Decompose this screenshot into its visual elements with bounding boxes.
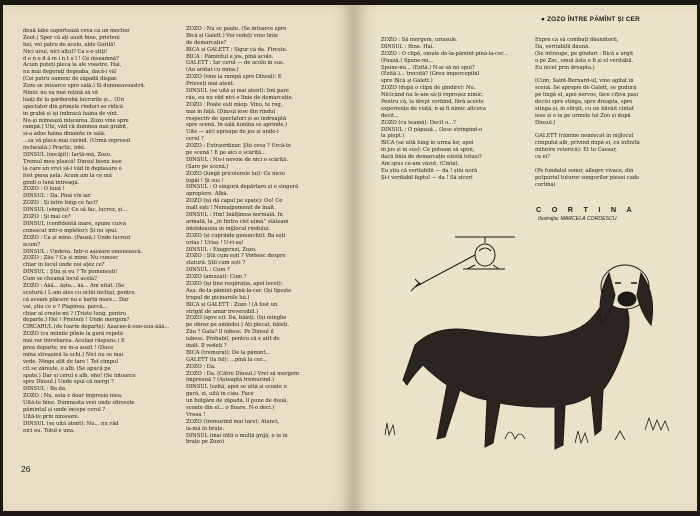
text-line: Uită-te prin ninsoare.	[23, 413, 80, 420]
text-line: statură. Știi cum ești ?	[186, 260, 245, 267]
text-line: Nimic nu va mai rețină să vă	[23, 90, 98, 97]
text-line: spre Dînsul.) Unde spui că mergi ?	[23, 379, 114, 386]
text-line: stînga și, în sfîrșit, cu un hăvăit cîntat	[535, 105, 634, 112]
text-line: fost piesa asta. Acum am la ce mă	[23, 172, 112, 179]
text-line: rău, eu nu văd nici o linie de demarcație.	[186, 94, 294, 101]
text-line: respectiv de spectatori și se îndreaptă	[186, 115, 287, 122]
text-line: Acum puteți pleca la ale voastre. Hai,	[23, 62, 122, 69]
text-line: ZOZO (lungă pricolerele lui): Ce nicio	[186, 170, 285, 177]
text-line: acum?	[23, 241, 40, 248]
text-line	[535, 71, 685, 78]
text-line: potpuriul tuturor songurilor piesei cade	[535, 174, 640, 181]
text-line: DINSUL (necăjit): Iartă-mă, Zozo.	[23, 152, 112, 159]
text-line: Asa: de-la-pămînt-pînă-la-cer. (Își lipește	[186, 287, 292, 294]
text-line: BICĂ și GALETT : Sigur că da. Firește.	[186, 46, 288, 53]
right-page	[353, 5, 697, 511]
text-line: ZOZO (cu mîinile pîlnie la gură repetă	[23, 331, 123, 338]
text-line: împreună ? (Așteaptă tremurind.)	[186, 377, 274, 384]
grass-illustration	[385, 418, 669, 443]
text-line: în jos și în sus): Ce poteam să spun,	[381, 147, 475, 154]
text-line: hei, voi patru de acolo, alde Gorilă!	[23, 41, 116, 48]
text-line: ZOZO : Nu, asta e doar impresia mea.	[23, 393, 123, 400]
text-line: uriaș ! Uriaș ! U-ri-aș!	[186, 239, 244, 246]
text-line: departe.) Hei ! Prieteni ! Unde mergem?	[23, 317, 130, 324]
text-line: DINSUL (se uită atent): Nu... nu văd	[23, 420, 119, 427]
text-line: DINSUL (confidentă mare, spune cuiva	[23, 220, 126, 227]
text-line: Pentru că, la drept vorbind, fără aceste	[381, 99, 484, 106]
text-line: cîmpului alb, privind după ei, cu infinită	[535, 140, 640, 147]
text-line: vede. Ninge atît de tare ! Tot cîmpul	[23, 358, 119, 365]
text-line: Eu știu că veritabilii — da ! știu noră	[381, 167, 478, 174]
text-line: DINSUL : Cum ?	[186, 267, 230, 274]
text-line: strigăt de amar ireversibil.)	[186, 308, 259, 315]
text-line: luați de la garderobă lucrurile și... (Un	[23, 96, 124, 103]
text-column-1	[23, 28, 173, 435]
text-line: scoate din el... o floare. N-o deci.)	[186, 404, 275, 411]
text-line: ZOZO : Poate ești miop. Vino, te rog,	[186, 101, 283, 108]
text-line: Nu-și mimează mișcarea. Zozo vine spre	[23, 117, 129, 124]
text-line: o pe Zoc, omul ăsta o fi și el veritabil.	[535, 57, 634, 64]
text-line: DINSUL : Bine. Hai.	[381, 43, 434, 50]
text-line: un bulgăre de zăpadă, îl pune de două,	[186, 398, 288, 405]
text-line: pe lîngă el, apoi nervos, face cîțiva pași	[535, 92, 639, 99]
text-line: ZOZO : Și între timp ce faci?	[23, 200, 98, 207]
text-line: rampă.) Ute, văd că dumnea mai grabit,	[23, 124, 128, 131]
text-line: spate.) Dar și cerul e alb, oho! (Se întoarce	[23, 372, 136, 379]
text-line: ZOZO : Să mergem, uriașule.	[381, 37, 458, 43]
text-line: Am spus ce-am văzut. (Cîntă).	[381, 161, 460, 168]
text-line: mîna streașină la ochi.) Nici nu se mai	[23, 351, 124, 358]
text-line: trupul de picioarele lui.)	[186, 294, 250, 301]
text-line: iubesc. Probabil, pentru că e atît de	[186, 336, 280, 343]
text-line: DINSUL : Undeva. Într-o așezare omenească.	[23, 248, 143, 255]
text-line: DINSUL : Exagerezi, Zozo.	[186, 246, 257, 253]
text-line: ZOZO : Și mai ce?	[23, 214, 71, 221]
text-line: Dînsul.)	[535, 119, 556, 126]
running-head-title: ZOZO ÎNTRE PĂMÎNT ȘI CER	[547, 16, 640, 23]
text-line: ZOZO (își dă capul pe spate): Oo! Ce	[186, 198, 283, 205]
text-line: mai în față. (Dinsul iese din rîndul	[186, 108, 276, 115]
text-line: DINSUL : Da. Pînă vin iar.	[23, 193, 92, 200]
text-line: chiar în locul unde noi ațez ce?	[23, 262, 105, 269]
text-line: chiar ai crește-mi ? (Triste lung. pentru	[23, 310, 127, 317]
text-line: GALETT (rămîne nemișcat în mijlocul	[535, 133, 634, 140]
dog-figure	[403, 265, 653, 449]
text-line: BICĂ (se uită lung în urma lor, apoi	[381, 140, 474, 147]
text-line: (Au arătat cu mîna.)	[186, 67, 239, 74]
text-line: Zău ? Gata? Îl îubesc. Pe Dînsul îl	[186, 329, 274, 336]
text-line: înalt ești ! Nemaipomenit de înalt.	[186, 205, 276, 212]
text-line: ...sa vă place mai curînd. (Urmă reprosul	[23, 138, 131, 145]
text-line: cortina)	[535, 181, 556, 188]
text-line: ZOZO : Ca și mine. (Pauză.) Unde lucrezi	[23, 234, 131, 241]
text-line: cerul ?	[186, 136, 204, 143]
text-line: două labe suportează ceva ca un mecher	[23, 28, 130, 34]
text-line: ZOZO : O clipă, omule de-la-pămînt-pînă-la-cer...	[381, 50, 508, 57]
text-line: spre scenă. In sală lumina se aprinde.)	[186, 122, 288, 129]
text-line: ZOZO (și cuprinde genunchii): Ba ești	[186, 232, 286, 239]
text-line: gîndi o lună întreagă.	[23, 179, 80, 186]
text-line: Eu încet prin dreapta.)	[535, 64, 595, 71]
text-line: ca ei?	[535, 154, 551, 161]
text-line: la care un vrut să-i văd în deplasare o	[23, 165, 122, 172]
text-line: gură, zi, uită în ciau. Face	[186, 391, 254, 398]
text-line: Zoot.) Sper că ați auzit bine, prieteni	[23, 34, 120, 41]
text-line: ZOZO : O lună !	[23, 186, 65, 193]
text-line: Spune-mi... (Ezită.) N-ai să mi spui?	[381, 64, 475, 71]
text-line: decît...	[381, 112, 399, 119]
text-line: ZOZO : Știi cum ești ? Vorbesc despre	[186, 253, 286, 260]
text-line: cît se zărește, e alb. (Se apucă pe	[23, 365, 111, 372]
text-line: cunoscut într-o mpletor): Și nu spui.	[23, 227, 118, 234]
text-line: ZOZO (cu teamă): Decît o...?	[381, 119, 456, 126]
text-line: ZOZO : Da.	[186, 363, 216, 370]
text-line: Uită-te bine. Dumneata vezi unde sfîrșește	[23, 400, 135, 407]
text-line: iese și o ia pe urmele lui Zoo și după	[535, 112, 631, 119]
running-head	[541, 16, 693, 23]
text-line: spectator din primele rînduri se ridică	[23, 103, 123, 110]
text-line: (Cum, Saint-Bernard-ul, vine agitat în	[535, 78, 634, 85]
text-line	[535, 161, 685, 168]
text-line: DINSUL : Ba da.	[23, 386, 67, 393]
text-line: ZOZO (își ține respirația, apoi lecet):	[186, 280, 283, 287]
text-line: scutură.) L-am ales cu ochii închiși, pentru	[23, 289, 135, 296]
bullet-icon: ●	[541, 16, 546, 23]
left-page	[3, 5, 355, 511]
dog-illustration	[375, 225, 690, 475]
text-line: Nici unul, nici altul? Ca s-o știți!	[23, 48, 108, 55]
text-line: ZOZO : Nu se poate. (Se întoarce spre	[186, 26, 287, 32]
text-line: ZOZO (amuzat): Cum ?	[186, 274, 247, 281]
text-line: Și-i veritabil faptul — da ! Să ziceri	[381, 174, 473, 181]
text-line: (Pe fundalul sonor, allegro vivace, din	[535, 167, 634, 174]
text-line: Prieveți mai atent.	[186, 81, 235, 88]
text-line: Expre ca să combați dăunătorii,	[535, 37, 619, 43]
text-line: nu mai degeraţi degeaba, dacă-i vă!	[23, 69, 117, 76]
text-line: BICĂ (tremurat): De la pămînt...	[186, 349, 271, 356]
text-column-4	[535, 37, 685, 189]
text-line: Cum se cheamă locul acela?	[23, 276, 97, 283]
illustration-credit: Ilustrația: MARCELA CORDESCU	[538, 216, 617, 222]
text-column-3	[381, 37, 531, 182]
text-line: la piept.)	[381, 133, 405, 140]
text-line: decisi spre stînga, spre dreapta, spre	[535, 99, 633, 106]
text-line: (Pauză.) Spune-mi...	[381, 57, 434, 64]
text-line: ZOZO (tremurînd mai tare): Atunci,	[186, 418, 280, 425]
text-line: DINSUL : Hm! Înălțimea normală. În	[186, 212, 283, 219]
text-line: DINSUL : O păpușă... (Ȋese strîngînd-o	[381, 126, 483, 133]
text-line: Bică și Galett.) Voi vedeți vreo linie	[186, 32, 278, 39]
text-line: GALETT : Iar cerul — de acolo în sus.	[186, 60, 285, 67]
text-line: si-a adus haina dinainte în sală.	[23, 131, 106, 138]
text-line: dacă linia de demarcație există totuși?	[381, 154, 482, 161]
text-line: nici eu. Totul e una.	[23, 427, 75, 434]
text-line: mai rar întrebarea. Același răspuns.) E	[23, 338, 125, 345]
text-line: GALETT (la fel): ...pînă la cer...	[186, 356, 267, 363]
text-line: mîhnire retorică): Et tu Caesar,	[535, 147, 617, 154]
text-line: (Se întreupe, pe gînduri : Bică a urgit	[535, 50, 634, 57]
text-line: ZOZO : Zău ? Ca și mine. Nu cunosc	[23, 255, 119, 262]
text-line: (Cei patru oameni de zăpadă dispar.	[23, 76, 118, 83]
text-line: CIRCARUL (de foarte departe): Aaacee-ii-ooo-uuu-ăăă...	[23, 324, 170, 331]
curtain-heading: CORTINA	[536, 205, 643, 214]
text-line: că aveam plăcere nu e hartă mare... Dar	[23, 296, 129, 303]
text-line: ZOZO (vine la rampă spre Dînsul): E	[186, 74, 282, 81]
text-line: prea departe, nu m-a auzit ! (Duce	[23, 344, 114, 351]
text-line: vai, știu ce e ? Plapinea, parcă...	[23, 303, 108, 310]
text-line: Zozo se întoarce spre sală.) Si dumneavoastră.	[23, 83, 146, 90]
text-line: DINSUL (simplu): Ce să fac, lucrez, și...	[23, 207, 128, 214]
text-line: scenă. Se apropie de Galett, se gudură	[535, 85, 637, 92]
text-line: înalt. Îl vedeți ?	[186, 342, 227, 349]
text-line: în grabă și își îmbracă haina de vînt.	[23, 110, 119, 117]
binding-gutter	[353, 5, 354, 511]
text-line: întotdeauna în mijlocul rîndului.	[186, 225, 271, 232]
text-line: DINSUL : Știu și eu ? Te pomenești!	[23, 269, 118, 276]
text-line: d e n o d ă m i n t u l ! Ce înseamnă?	[23, 55, 119, 62]
magazine-spread	[3, 5, 697, 511]
text-line: (Sare pe scenă.)	[186, 163, 229, 170]
text-line: spre Bică și Galett.)	[381, 78, 433, 85]
text-line: ia-mă în brațe.	[186, 425, 225, 432]
text-line: brațe pe Zozo)	[186, 439, 225, 446]
helicopter-illustration	[411, 237, 515, 291]
text-line: BICĂ și GALETT : Zozo ! (A fost un	[186, 301, 278, 308]
text-line: pămîntul și unde începe cerul ?	[23, 406, 106, 413]
text-line: apropiere. Albă.	[186, 191, 229, 198]
text-line: DINSUL (mai întîi o mulță grijă, o ia în	[186, 432, 288, 439]
text-line: ZOZO : Da. (Către Dînsul.) Vrei să mergem	[186, 370, 299, 377]
text-line: DINSUL (se uită și mai atent): Îmi pare	[186, 88, 289, 95]
text-line: pe scenă ! E pe aici o scăriță...	[186, 150, 266, 157]
text-line: DINSUL : O singură depărtare și o singură	[186, 184, 299, 191]
page-number: 26	[21, 464, 31, 474]
text-line: ZOZO (după o clipă de gîndire): Nu.	[381, 85, 476, 92]
text-line: DINSUL : Nu-i nevoie de nici o scăriță.	[186, 156, 288, 163]
text-line: Vreau !	[186, 411, 206, 418]
text-line: ZOZO : Extraordinar. Știi ceva ? Urcă-te	[186, 143, 292, 150]
text-line: (Ezită.)... trecută? (Greu impercepibil	[381, 71, 480, 78]
text-line: DINSUL (ezită, apoi se uită și scoate o	[186, 384, 287, 391]
text-line: ZOZO : Ăăă... ășta... ăă... Am uitat. (Se	[23, 282, 125, 289]
text-line: țopăi ! Și sus !	[186, 177, 224, 184]
text-line: ZOZO (spre ei): Da, băieți. (Își minglie	[186, 315, 287, 322]
text-line: încheiată.) Practic, inkl.	[23, 145, 86, 152]
text-column-2	[186, 26, 339, 446]
text-line: BICĂ : Pămîntul e jos, pînă acolo.	[186, 53, 274, 60]
text-line: pe obraz pe amîndoi.) Ați plecat, băieți.	[186, 322, 290, 329]
text-line: Nicicând nu le-am să-ți reproșez nimic.	[381, 92, 484, 99]
text-line: de demarcație?	[186, 39, 227, 46]
text-line	[535, 127, 685, 134]
text-line: Tremul meu pleacă! Dinsul bisnu iese	[23, 158, 122, 165]
text-line: Uite — aici aproape de jos și unde-i	[186, 129, 279, 136]
text-line: experiențe de viață, n-ai fi nimic altceva	[381, 105, 486, 112]
text-line: armată, la „în fîntra ciel uimă” stăteam	[186, 218, 289, 225]
text-line: Da, veritabilii dăună.	[535, 43, 590, 50]
